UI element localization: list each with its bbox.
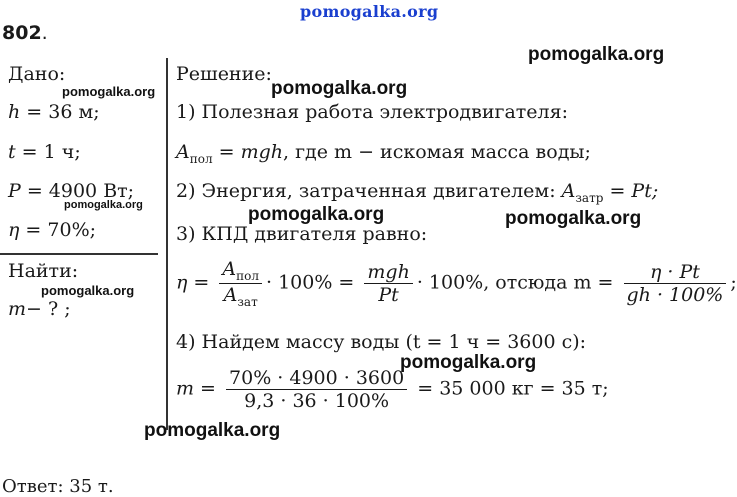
- m-symbol: m: [8, 298, 27, 320]
- given-label: Дано:: [8, 63, 66, 85]
- problem-number: [2, 22, 48, 44]
- fraction-mass: [226, 367, 407, 412]
- equation-3-semicolon: ;: [730, 271, 737, 294]
- fraction-m-denominator: gh · 100%: [624, 283, 727, 306]
- h-symbol: h: [8, 101, 21, 123]
- step-1: 1) Полезная работа электродвигателя:: [176, 101, 568, 123]
- equation-2-rhs: = Pt;: [603, 180, 659, 202]
- A-subscript-zatr: затр: [575, 191, 604, 205]
- step-2-text: 2) Энергия, затраченная двигателем:: [176, 180, 562, 202]
- fraction-m-formula: [624, 261, 727, 306]
- fraction-mass-denominator: 9,3 · 36 · 100%: [226, 389, 407, 412]
- h-value: = 36 м;: [20, 101, 100, 123]
- equation-3: [176, 258, 737, 309]
- P-symbol: P: [8, 180, 21, 202]
- watermark-6: pomogalka.org: [505, 208, 642, 229]
- given-h: [8, 101, 100, 123]
- equation-1-tail: , где m − искомая масса воды;: [283, 141, 591, 163]
- equation-4-result: = 35 000 кг = 35 т;: [411, 377, 609, 400]
- watermark-3: pomogalka.org: [62, 84, 156, 99]
- answer-line: Ответ: 35 т.: [2, 476, 114, 497]
- eta-symbol: η: [8, 219, 20, 241]
- times-100-first: · 100% =: [265, 271, 361, 294]
- fraction-Pt-denominator: Pt: [364, 283, 412, 306]
- A-symbol: A: [176, 141, 190, 163]
- fraction-A-numerator: $A_{пол}$: [222, 258, 259, 283]
- fraction-mgh-Pt: [364, 261, 412, 306]
- step-4: 4) Найдем массу воды (t = 1 ч = 3600 с):: [176, 331, 587, 353]
- P-value: = 4900 Вт;: [20, 180, 135, 202]
- find-m: [8, 298, 71, 320]
- fraction-mass-numerator: 70% · 4900 · 3600: [229, 367, 405, 389]
- fraction-mgh-numerator: mgh: [367, 261, 410, 283]
- watermark-7: pomogalka.org: [41, 283, 135, 298]
- solution-label: Решение:: [176, 63, 272, 85]
- problem-number-value: 802: [2, 22, 42, 44]
- find-divider-vertical: [166, 253, 168, 430]
- step-3: 3) КПД двигателя равно:: [176, 223, 428, 245]
- given-divider-vertical: [166, 58, 168, 253]
- t-symbol: t: [8, 141, 16, 163]
- given-eta: [8, 219, 96, 241]
- fraction-A-denominator: $A_{зат}$: [219, 283, 262, 309]
- A-subscript-pol: пол: [189, 152, 213, 166]
- eta-value: = 70%;: [19, 219, 97, 241]
- fraction-m-numerator: η · Pt: [649, 261, 700, 283]
- t-value: = 1 ч;: [15, 141, 81, 163]
- equation-4: [176, 367, 609, 412]
- given-divider-horizontal: [0, 253, 158, 255]
- watermark-8: pomogalka.org: [400, 352, 537, 373]
- m-lhs: m =: [176, 377, 223, 400]
- times-100-tail: · 100%, отсюда m =: [416, 271, 620, 294]
- eta-lhs: η =: [176, 271, 216, 294]
- watermark-4: pomogalka.org: [64, 199, 143, 211]
- step-2: [176, 180, 658, 205]
- equation-1-rhs: = mgh: [212, 141, 284, 163]
- fraction-A-ratio: [219, 258, 262, 309]
- watermark-top: pomogalka.org: [300, 2, 439, 21]
- m-value: − ? ;: [26, 298, 71, 320]
- find-label: Найти:: [8, 260, 79, 282]
- watermark-5: pomogalka.org: [248, 204, 385, 225]
- given-t: [8, 141, 81, 163]
- A-symbol-2: A: [561, 180, 576, 202]
- problem-number-dot: .: [41, 22, 48, 44]
- watermark-9: pomogalka.org: [144, 420, 281, 441]
- watermark-2: pomogalka.org: [271, 78, 408, 99]
- equation-1: [176, 141, 591, 166]
- watermark-1: pomogalka.org: [528, 44, 665, 65]
